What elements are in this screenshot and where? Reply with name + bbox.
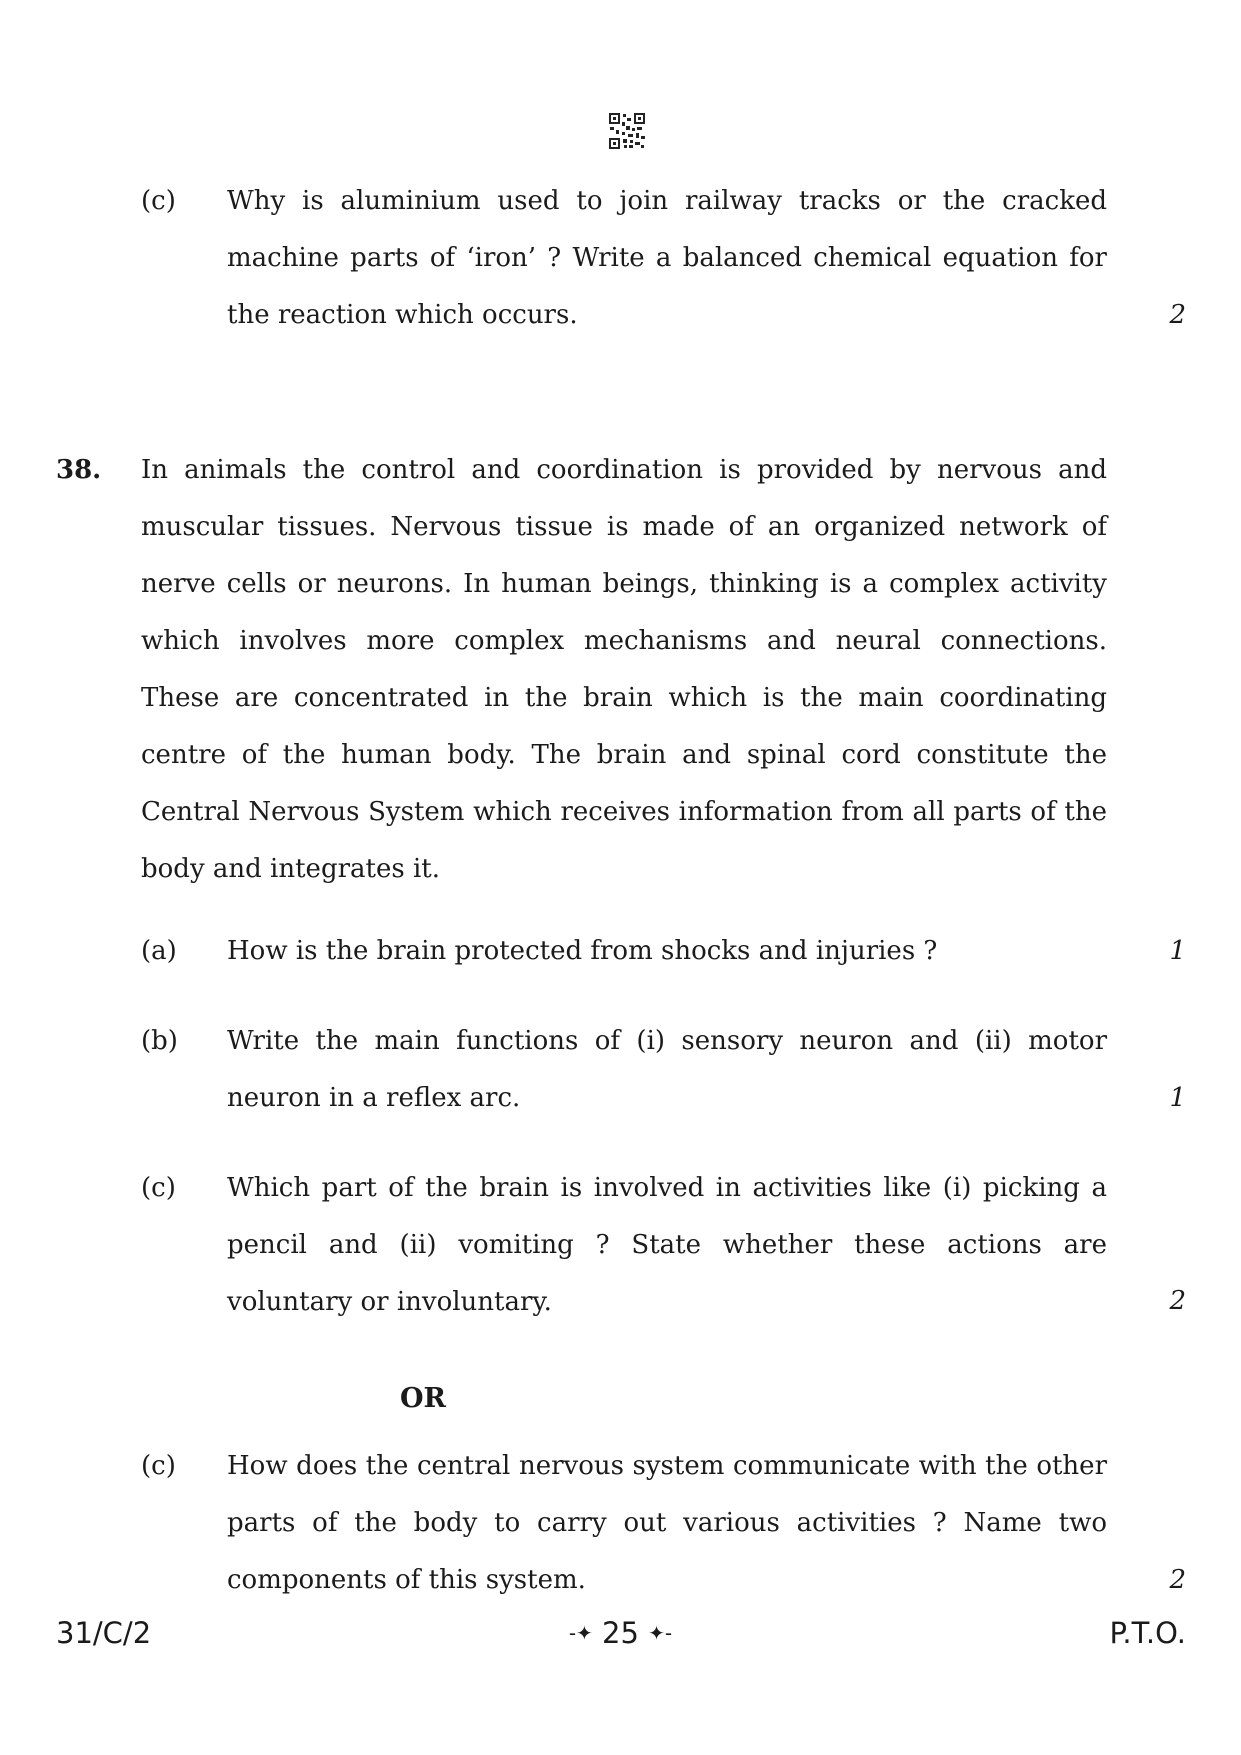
page-number — [0, 1613, 1241, 1653]
q38-number: 38. — [56, 455, 102, 485]
q38-passage: In animals the control and coordination is provided by nervous and muscular tissues. Nervous tissue is made of an organized network of nerve cells or neurons. In human beings, thinking is a complex activity which involves more complex mechanisms and neural connections. These are concentrated in the brain which is the main coordinating centre of the human body. The brain and spinal cord constitute the Central Nervous System which receives information from all parts of the body and integrates it. — [141, 455, 1107, 884]
page-number-value: 25 — [602, 1616, 639, 1650]
q38-part-c-alt-text: How does the central nervous system communicate with the other parts of the body to carry out various activities ? Name two components of this system. — [227, 1451, 1107, 1595]
q37-part-c-marks: 2 — [1169, 300, 1186, 330]
or-separator: OR — [400, 1383, 446, 1414]
q38-part-a-text: How is the brain protected from shocks and injuries ? — [227, 936, 938, 966]
q37-part-c-text: Why is aluminium used to join railway tracks or the cracked machine parts of ‘iron’ ? Write a balanced chemical equation for the reaction which occurs. — [227, 186, 1107, 330]
q38-part-a-label: (a) — [141, 936, 177, 966]
q37-part-c-label: (c) — [141, 186, 176, 216]
pto-label: P.T.O. — [1109, 1616, 1186, 1650]
diamond-ornament-icon: ✦- — [648, 1621, 673, 1645]
diamond-ornament-icon: -✦ — [568, 1621, 593, 1645]
q38-part-a-marks: 1 — [1169, 936, 1186, 966]
q38-part-c-alt-marks: 2 — [1169, 1565, 1186, 1595]
q38-part-b-text: Write the main functions of (i) sensory neuron and (ii) motor neuron in a reflex arc. — [227, 1026, 1107, 1113]
q38-part-c-text: Which part of the brain is involved in activities like (i) picking a pencil and (ii) vomiting ? State whether these actions are voluntary or involuntary. — [227, 1173, 1107, 1317]
q38-part-c-marks: 2 — [1169, 1286, 1186, 1316]
q38-part-b-label: (b) — [141, 1026, 178, 1056]
q38-part-c-label: (c) — [141, 1173, 176, 1203]
paper-code: 31/C/2 — [56, 1616, 152, 1650]
q38-part-c-alt-label: (c) — [141, 1451, 176, 1481]
q38-part-b-marks: 1 — [1169, 1083, 1186, 1113]
qr-code-icon — [608, 112, 646, 150]
